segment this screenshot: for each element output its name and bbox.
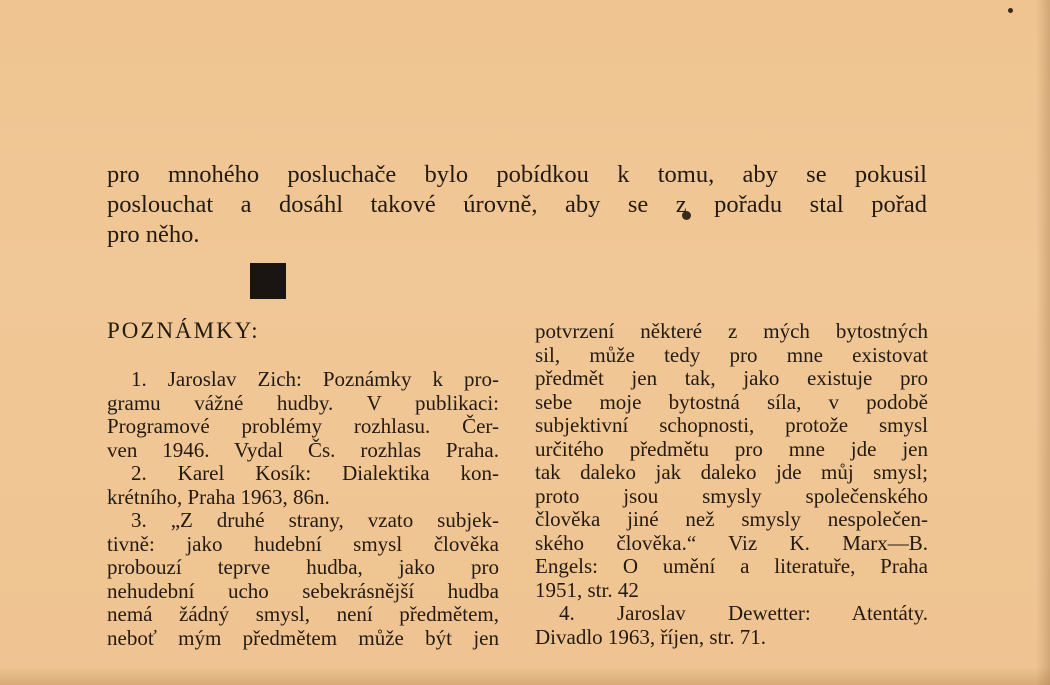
note-line: nemá žádný smysl, není předmětem, [107,602,499,626]
note-line: Programové problémy rozhlasu. Čer- [107,414,499,438]
notes-left-column [107,368,499,650]
page-bottom-shadow [0,667,1050,685]
note-line: 1951, str. 42 [535,577,639,602]
note-line: Divadlo 1963, říjen, str. 71. [535,624,766,649]
note-line: gramu vážné hudby. V publikaci: [107,390,499,415]
note-line: proto jsou smysly společenského [535,483,928,508]
note-line: 1. Jaroslav Zich: Poznámky k pro- [131,367,499,391]
note-line: krétního, Praha 1963, 86n. [107,484,330,509]
note-line: sil, může tedy pro mne existovat [535,342,928,367]
intro-line: pro mnohého posluchače bylo pobídkou k tomu, aby se pokusil [107,161,927,188]
page-edge-shadow [1036,0,1050,685]
section-separator-square [250,263,286,299]
note-line: sebe moje bytostná síla, v podobě [535,389,928,414]
note-line: tivně: jako hudební smysl člověka [107,531,499,556]
intro-paragraph [107,160,927,250]
note-line: předmět jen tak, jako existuje pro [535,366,928,390]
note-line: probouzí teprve hudba, jako pro [107,555,499,579]
notes-heading: POZNÁMKY: [107,318,260,343]
intro-line: poslouchat a dosáhl takové úrovně, aby se z pořadu stal pořad [107,191,927,218]
note-line: neboť mým předmětem může být jen [107,625,499,650]
note-line: 4. Jaroslav Dewetter: Atentáty. [559,601,928,625]
note-line: 3. „Z druhé strany, vzato subjek- [131,508,499,532]
note-line: tak daleko jak daleko jde můj smysl; [535,460,928,484]
ink-speck [1008,8,1013,13]
note-line: Engels: O umění a literatuře, Praha [535,554,928,578]
note-line: určitého předmětu pro mne jde jen [535,436,928,461]
note-line: 2. Karel Kosík: Dialektika kon- [131,461,499,485]
note-line: nehudební ucho sebekrásnější hudba [107,578,499,603]
notes-right-column [535,320,928,649]
note-line: ského člověka.“ Viz K. Marx—B. [535,530,928,555]
note-line: subjektivní schopnosti, protože smysl [535,413,928,437]
note-line: ven 1946. Vydal Čs. rozhlas Praha. [107,437,499,462]
note-line: člověka jiné než smysly nespolečen- [535,507,928,531]
note-line: potvrzení některé z mých bytostných [535,319,928,343]
intro-line: pro něho. [107,221,200,248]
